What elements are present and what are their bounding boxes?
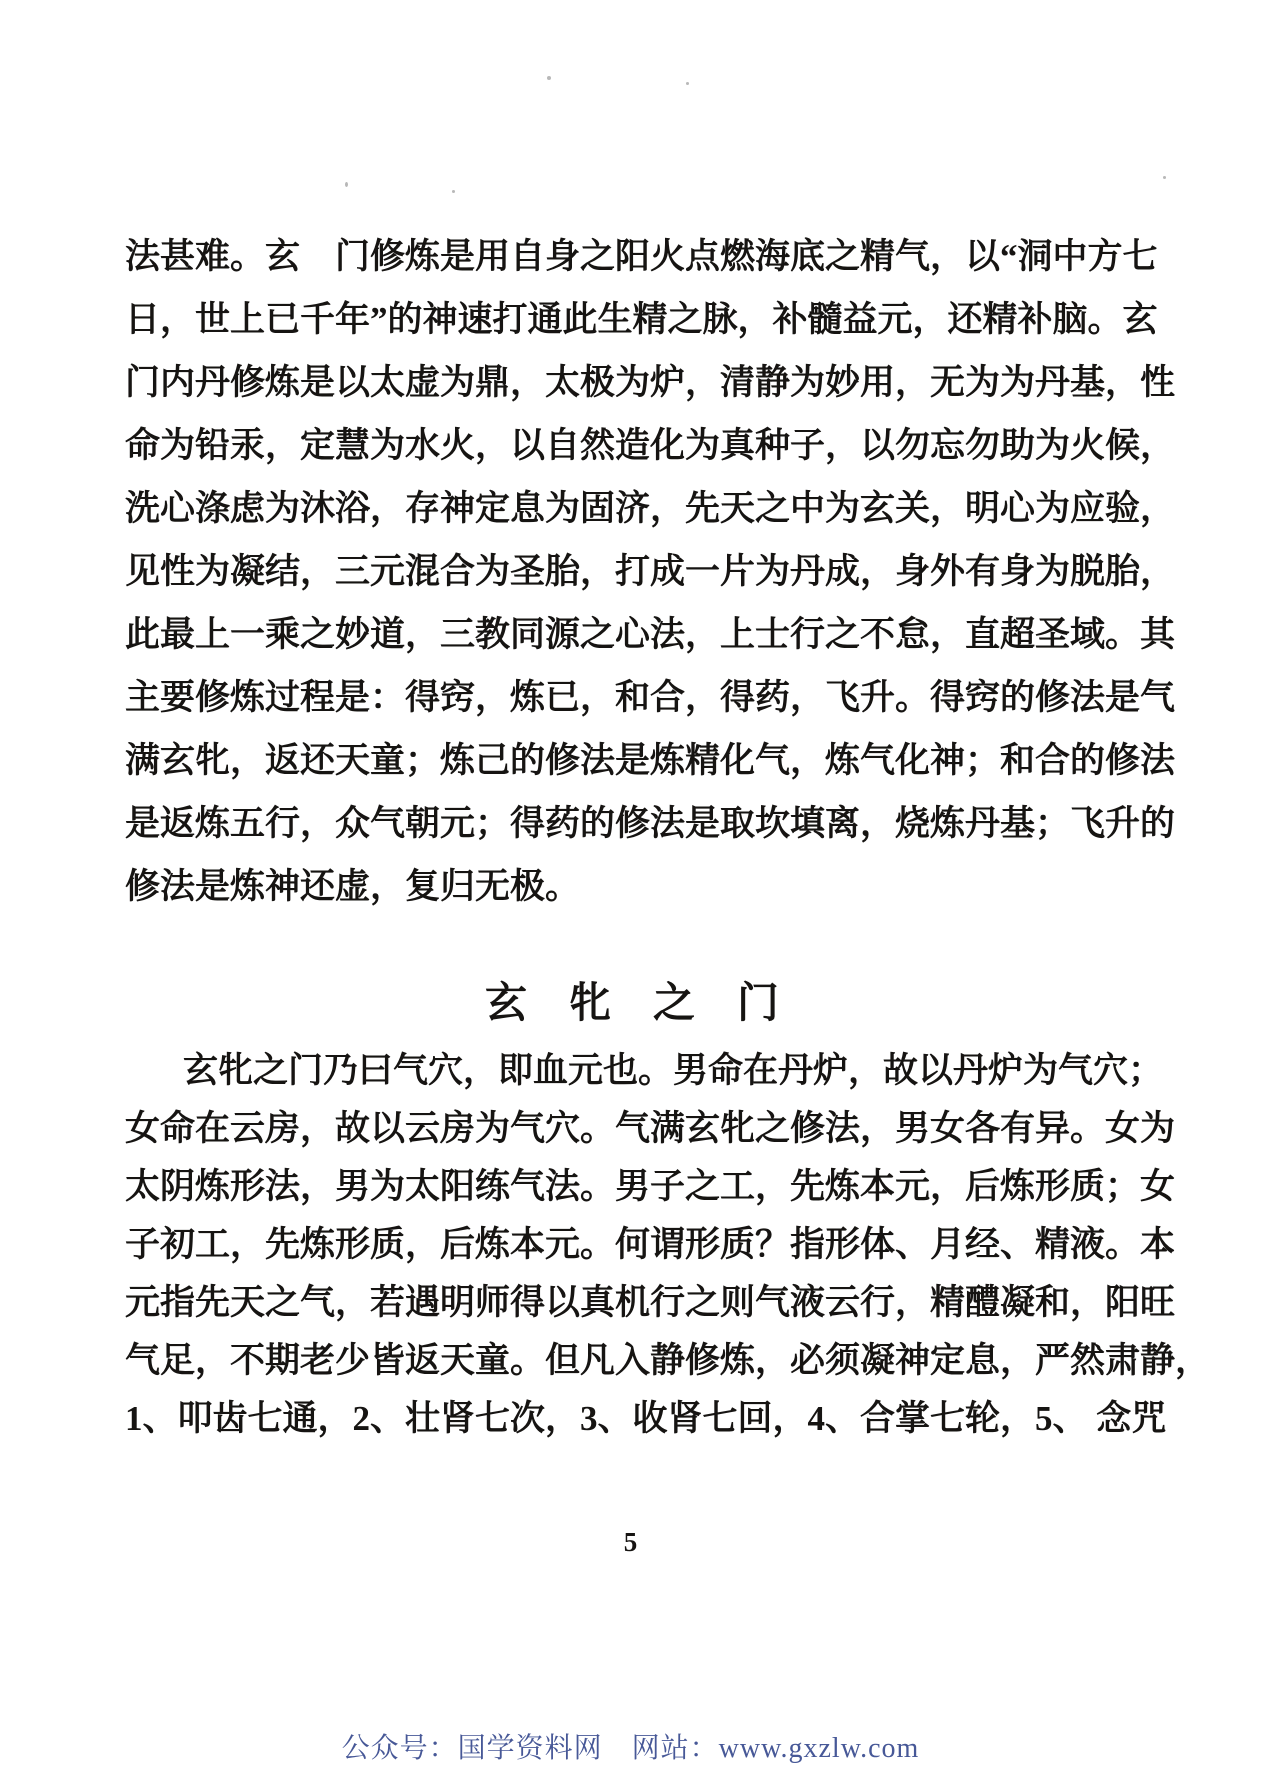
text-line: 见性为凝结，三元混合为圣胎，打成一片为丹成，身外有身为脱胎， [125,552,1176,591]
text-line: 主要修炼过程是：得窍，炼已，和合，得药，飞升。得窍的修法是气 [125,678,1176,717]
text-line: 女命在云房，故以云房为气穴。气满玄牝之修法，男女各有异。女为 [125,1109,1176,1148]
scan-speck [1163,176,1166,179]
paragraph-xuanpin [125,1042,1211,1448]
text-line: 满玄牝，返还天童；炼己的修法是炼精化气，炼气化神；和合的修法 [125,741,1176,780]
text-line: 修法是炼神还虚，复归无极。 [125,867,581,906]
text-line: 1、叩齿七通，2、壮肾七次，3、收肾七回，4、合掌七轮，5、 念咒 [125,1399,1167,1438]
text-line: 法甚难。玄 门修炼是用自身之阳火点燃海底之精气，以“洞中方七 [125,237,1158,276]
scan-speck [547,76,551,80]
text-line: 日，世上已千年”的神速打通此生精之脉，补髓益元，还精补脑。玄 [125,300,1158,339]
scan-speck [686,82,689,85]
text-line: 门内丹修炼是以太虚为鼎，太极为炉，清静为妙用，无为为丹基，性 [125,363,1176,402]
text-line: 元指先天之气，若遇明师得以真机行之则气液云行，精醴凝和，阳旺 [125,1283,1176,1322]
paragraph-intro [125,225,1176,918]
text-line: 太阴炼形法，男为太阳练气法。男子之工，先炼本元，后炼形质；女 [125,1167,1176,1206]
text-line: 玄牝之门乃曰气穴，即血元也。男命在丹炉，故以丹炉为气穴； [183,1051,1164,1090]
scan-speck [345,182,348,187]
text-line: 子初工，先炼形质，后炼本元。何谓形质？指形体、月经、精液。本 [125,1225,1176,1264]
scan-speck [452,190,455,193]
text-line: 此最上一乘之妙道，三教同源之心法，上士行之不怠，直超圣域。其 [125,615,1176,654]
text-line: 洗心涤虑为沐浴，存神定息为固济，先天之中为玄关，明心为应验， [125,489,1176,528]
text-line: 命为铅汞，定慧为水火，以自然造化为真种子，以勿忘勿助为火候， [125,426,1176,465]
section-heading: 玄 牝 之 门 [484,981,779,1027]
text-line: 气足，不期老少皆返天童。但凡入静修炼，必须凝神定息，严然肃静， [125,1341,1211,1380]
page-number: 5 [623,1527,638,1557]
watermark-footer: 公众号：国学资料网 网站：www.gxzlw.com [341,1733,920,1764]
text-line: 是返炼五行，众气朝元；得药的修法是取坎填离，烧炼丹基；飞升的 [125,804,1176,843]
